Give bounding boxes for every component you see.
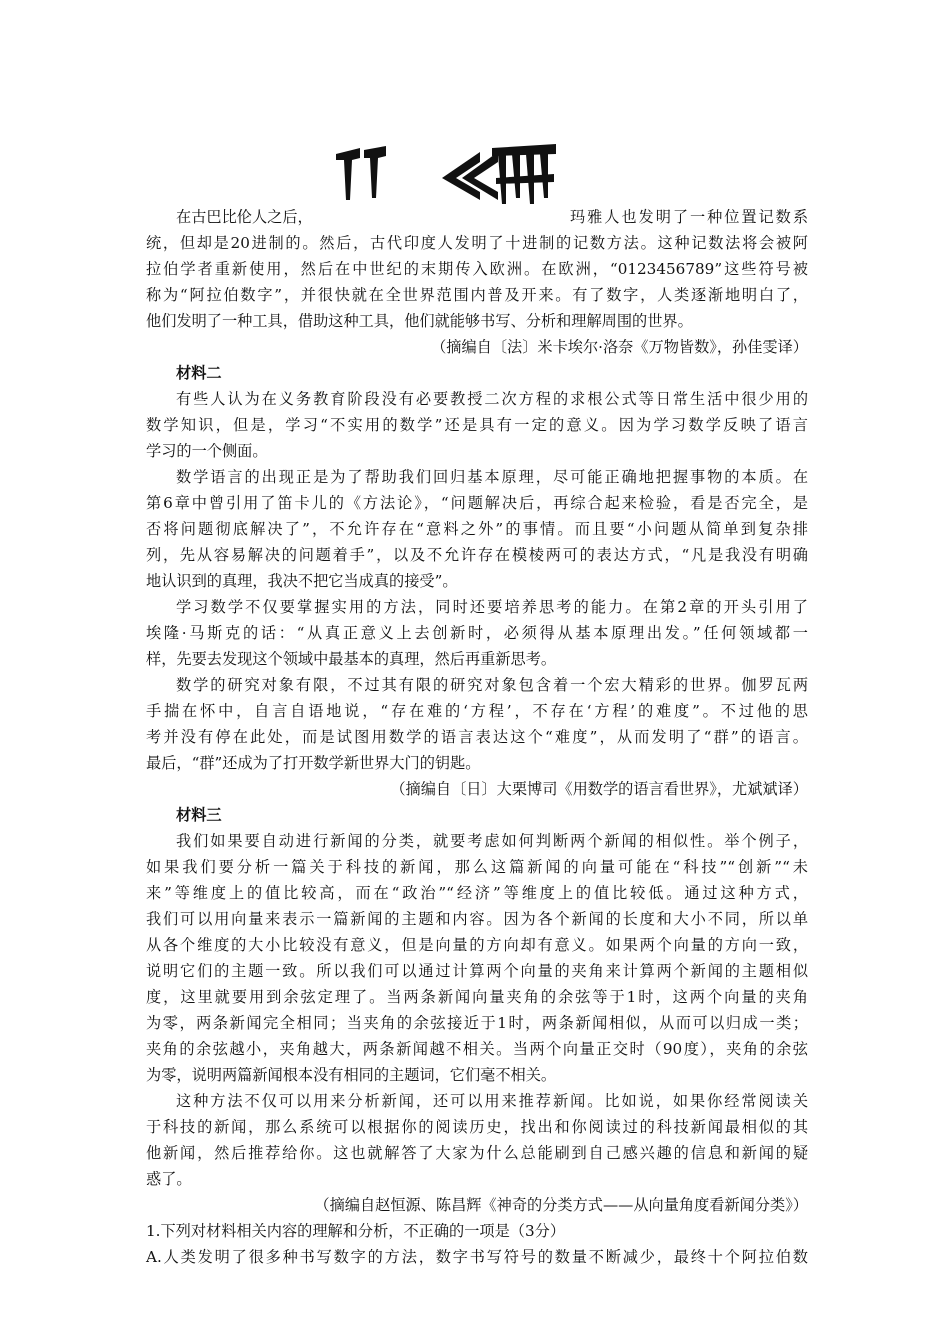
source-citation: （摘编自赵恒源、陈昌辉《神奇的分类方式——从向量角度看新闻分类》） [314,1196,808,1214]
paragraph-line: 数学知识，但是，学习“不实用的数学”还是具有一定的意义。因为学习数学反映了语言 [146,416,808,434]
paragraph-line: 否将问题彻底解决了”，不允许存在“意料之外”的事情。而且要“小问题从简单到复杂排 [146,520,808,538]
paragraph-line: 列，先从容易解决的问题着手”，以及不允许存在模棱两可的表达方式，“凡是我没有明确 [146,546,808,564]
question-stem: 1.下列对材料相关内容的理解和分析，不正确的一项是（3分） [146,1222,566,1240]
paragraph-line: 为零，说明两篇新闻根本没有相同的主题词，它们毫不相关。 [146,1066,557,1084]
paragraph-line: 说明它们的主题一致。所以我们可以通过计算两个向量的夹角来计算两个新闻的主题相似 [146,962,808,980]
paragraph-line: 埃隆·马斯克的话：“从真正意义上去创新时，必须得从基本原理出发。”任何领域都一 [146,624,808,642]
paragraph-line: 统，但却是20进制的。然后，古代印度人发明了十进制的记数方法。这种记数法将会被阿 [146,234,808,252]
paragraph-line: 为零，两条新闻完全相同；当夹角的余弦接近于1时，两条新闻相似，从而可以归成一类； [146,1014,808,1032]
paragraph-line: 惑了。 [146,1170,192,1188]
source-citation: （摘编自〔法〕米卡埃尔·洛奈《万物皆数》，孙佳雯译） [431,338,808,356]
material1-line1-left: 在古巴比伦人之后， [176,208,313,226]
paragraph-line: 手揣在怀中，自言自语地说，“存在难的‘方程’，不存在‘方程’的难度”。不过他的思 [146,702,808,720]
paragraph-line: 于科技的新闻，那么系统可以根据你的阅读历史，找出和你阅读过的科技新闻最相似的其 [146,1118,808,1136]
paragraph-line: 学习数学不仅要掌握实用的方法，同时还要培养思考的能力。在第2章的开头引用了 [176,598,808,616]
paragraph-line: 来”等维度上的值比较高，而在“政治”“经济”等维度上的值比较低。通过这种方式， [146,884,808,902]
paragraph-line: 有些人认为在义务教育阶段没有必要教授二次方程的求根公式等日常生活中很少用的 [176,390,808,408]
paragraph-line: 从各个维度的大小比较没有意义，但是向量的方向却有意义。如果两个向量的方向一致， [146,936,808,954]
paragraph-line: 地认识到的真理，我决不把它当成真的接受”。 [146,572,458,590]
paragraph-line: 这种方法不仅可以用来分析新闻，还可以用来推荐新闻。比如说，如果你经常阅读关 [176,1092,808,1110]
paragraph-line: 最后，“群”还成为了打开数学新世界大门的钥匙。 [146,754,481,772]
paragraph-line: 如果我们要分析一篇关于科技的新闻，那么这篇新闻的向量可能在“科技”“创新”“未 [146,858,808,876]
question-option-a: A.人类发明了很多种书写数字的方法，数字书写符号的数量不断减少，最终十个阿拉伯数 [146,1248,808,1266]
paragraph-line: 拉伯学者重新使用，然后在中世纪的末期传入欧洲。在欧洲，“0123456789”这些符号被 [146,260,808,278]
paragraph-line: 样，先要去发现这个领域中最基本的真理，然后再重新思考。 [146,650,557,668]
paragraph-line: 称为“阿拉伯数字”，并很快就在全世界范围内普及开来。有了数字，人类逐渐地明白了， [146,286,808,304]
paragraph-line: 我们如果要自动进行新闻的分类，就要考虑如何判断两个新闻的相似性。举个例子， [176,832,808,850]
paragraph-line: 度，这里就要用到余弦定理了。当两条新闻向量夹角的余弦等于1时，这两个向量的夹角 [146,988,808,1006]
paragraph-line: 学习的一个侧面。 [146,442,268,460]
paragraph-line: 数学的研究对象有限，不过其有限的研究对象包含着一个宏大精彩的世界。伽罗瓦两 [176,676,808,694]
cuneiform-numerals-image [330,138,562,210]
paragraph-line: 我们可以用向量来表示一篇新闻的主题和内容。因为各个新闻的长度和大小不同，所以单 [146,910,808,928]
paragraph-line: 第6章中曾引用了笛卡儿的《方法论》，“问题解决后，再综合起来检验，看是否完全，是 [146,494,808,512]
paragraph-line: 数学语言的出现正是为了帮助我们回归基本原理，尽可能正确地把握事物的本质。在 [176,468,808,486]
paragraph-line: 他新闻，然后推荐给你。这也就解答了大家为什么总能刷到自己感兴趣的信息和新闻的疑 [146,1144,808,1162]
paragraph-line: 他们发明了一种工具，借助这种工具，他们就能够书写、分析和理解周围的世界。 [146,312,693,330]
paragraph-line: 夹角的余弦越小，夹角越大，两条新闻越不相关。当两个向量正交时（90度），夹角的余弦 [146,1040,808,1058]
section-heading: 材料三 [176,806,222,824]
paragraph-line: 考并没有停在此处，而是试图用数学的语言表达这个“难度”，从而发明了“群”的语言。 [146,728,808,746]
section-heading: 材料二 [176,364,222,382]
source-citation: （摘编自〔日〕大栗博司《用数学的语言看世界》，尤斌斌译） [390,780,808,798]
material1-line1-right: 玛雅人也发明了一种位置记数系 [570,208,808,226]
